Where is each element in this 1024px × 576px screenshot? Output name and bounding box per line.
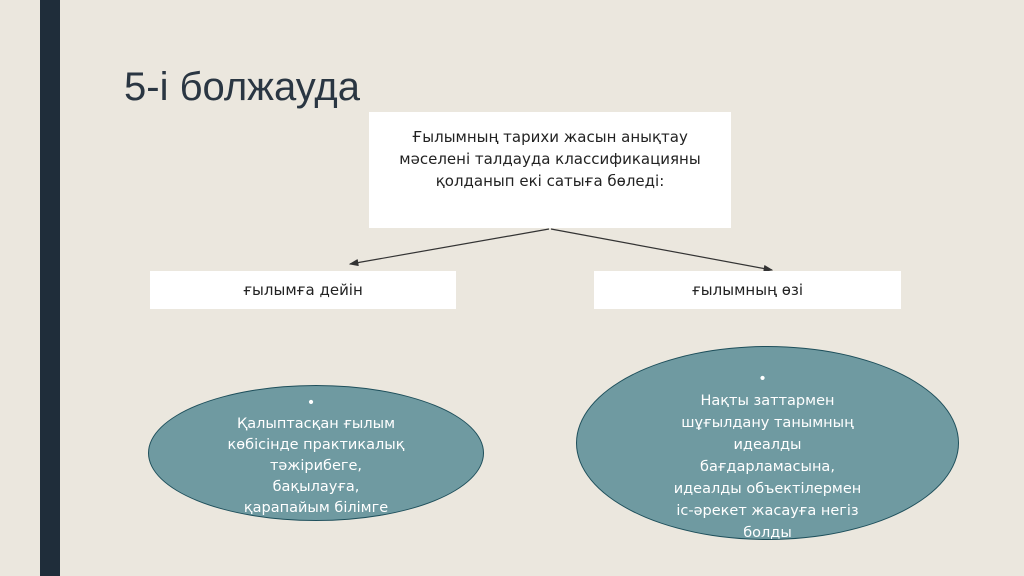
top-box-line: мәселені талдауда классификацияны <box>399 150 701 168</box>
pre-science-label: ғылымға дейін <box>243 281 363 299</box>
bullet-icon: • <box>306 395 316 411</box>
ellipse-line: тәжірибеге, <box>269 458 363 474</box>
ellipse-line: көбісінде практикалық <box>227 437 405 453</box>
ellipse-line-text: Нақты заттармен <box>700 393 835 409</box>
bullet-icon: • <box>758 371 767 387</box>
pre-science-box <box>150 271 456 309</box>
science-itself-box <box>594 271 901 309</box>
ellipse-line <box>577 368 958 412</box>
ellipse-line: идеалды <box>733 437 802 453</box>
ellipse-line: бақылауға, <box>272 479 360 495</box>
ellipse-line: іс-әрекет жасауға негіз <box>676 503 859 519</box>
ellipse-line: идеалды объектілермен <box>673 481 862 497</box>
science-itself-label: ғылымның өзі <box>691 281 804 299</box>
ellipse-line: бағдарламасына, <box>700 459 835 475</box>
top-box-line: қолданып екі сатыға бөледі: <box>435 172 665 190</box>
ellipse-line: шұғылдану танымның <box>681 415 854 431</box>
ellipse-line-text: Қалыптасқан ғылым <box>236 416 396 432</box>
arrow-to-left-box <box>350 229 549 264</box>
ellipse-line: қарапайым білімге <box>243 500 389 516</box>
ellipse-line: болды <box>743 525 792 540</box>
pre-science-ellipse <box>148 385 484 521</box>
top-box-line: Ғылымның тарихи жасын анықтау <box>412 128 688 146</box>
science-itself-ellipse <box>576 346 959 540</box>
arrow-to-right-box <box>551 229 772 270</box>
slide-title: 5-і болжауда <box>124 65 360 109</box>
